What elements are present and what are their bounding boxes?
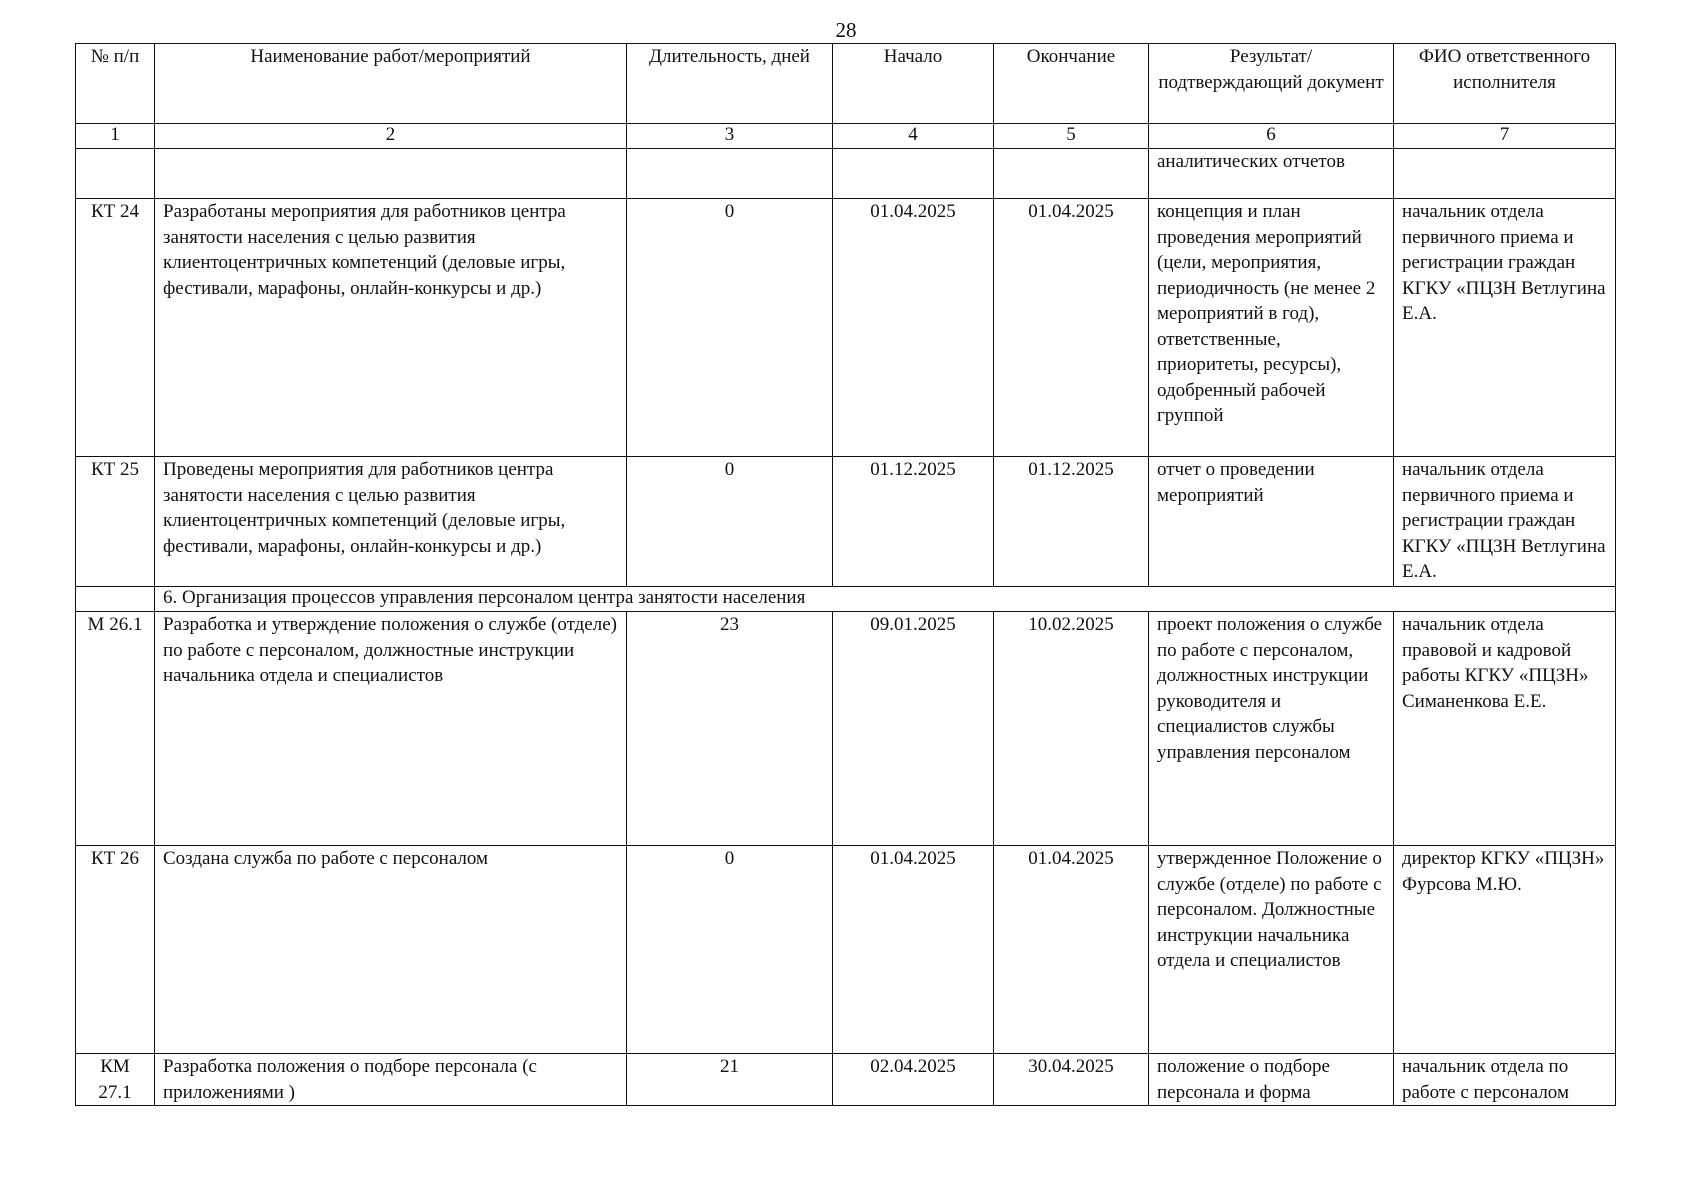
header-end: Окончание — [994, 44, 1149, 124]
duration-cell: 0 — [627, 199, 833, 457]
table-row — [76, 457, 1616, 587]
result-cell: отчет о проведении мероприятий — [1149, 457, 1394, 587]
start-date-cell: 01.12.2025 — [833, 457, 994, 587]
duration-cell: 23 — [627, 612, 833, 846]
result-cell: положение о подборе персонала и форма — [1149, 1054, 1394, 1106]
responsible-cell: начальник отдела правовой и кадровой работы КГКУ «ПЦЗН» Симаненкова Е.Е. — [1394, 612, 1616, 846]
work-name-cell: Разработка положения о подборе персонала (с приложениями ) — [155, 1054, 627, 1106]
work-name-cell: Разработка и утверждение положения о службе (отделе) по работе с персоналом, должностные инструкции начальника отдела и специалистов — [155, 612, 627, 846]
column-number: 6 — [1149, 124, 1394, 149]
work-name-cell: Разработаны мероприятия для работников центра занятости населения с целью развития клиентоцентричных компетенций (деловые игры, фестивали, марафоны, онлайн-конкурсы и др.) — [155, 199, 627, 457]
result-cell: проект положения о службе по работе с персоналом, должностных инструкции руководителя и специалистов службы управления персоналом — [1149, 612, 1394, 846]
section-title: 6. Организация процессов управления персоналом центра занятости населения — [155, 587, 1616, 612]
start-date-cell: 01.04.2025 — [833, 846, 994, 1054]
table-row — [76, 612, 1616, 846]
end-date-cell: 01.04.2025 — [994, 199, 1149, 457]
column-number: 5 — [994, 124, 1149, 149]
column-number: 3 — [627, 124, 833, 149]
column-number-row — [76, 124, 1616, 149]
duration-cell: 0 — [627, 846, 833, 1054]
start-date-cell: 02.04.2025 — [833, 1054, 994, 1106]
start-date-cell: 09.01.2025 — [833, 612, 994, 846]
start-date-cell: 01.04.2025 — [833, 199, 994, 457]
header-start: Начало — [833, 44, 994, 124]
work-name-cell: Проведены мероприятия для работников центра занятости населения с целью развития клиентоцентричных компетенций (деловые игры, фестивали, марафоны, онлайн-конкурсы и др.) — [155, 457, 627, 587]
responsible-cell: директор КГКУ «ПЦЗН» Фурсова М.Ю. — [1394, 846, 1616, 1054]
row-id: КТ 25 — [76, 457, 155, 587]
result-cell: утвержденное Положение о службе (отделе) по работе с персоналом. Должностные инструкции начальника отдела и специалистов — [1149, 846, 1394, 1054]
section-row — [76, 587, 1616, 612]
duration-cell: 21 — [627, 1054, 833, 1106]
column-number: 2 — [155, 124, 627, 149]
row-id: КТ 26 — [76, 846, 155, 1054]
duration-cell: 0 — [627, 457, 833, 587]
responsible-cell: начальник отдела первичного приема и регистрации граждан КГКУ «ПЦЗН Ветлугина Е.А. — [1394, 199, 1616, 457]
result-cell: концепция и план проведения мероприятий (цели, мероприятия, периодичность (не менее 2 мероприятий в год), ответственные, приоритеты, ресурсы), одобренный рабочей группой — [1149, 199, 1394, 457]
column-number: 7 — [1394, 124, 1616, 149]
table-row — [76, 199, 1616, 457]
column-number: 1 — [76, 124, 155, 149]
end-date-cell: 10.02.2025 — [994, 612, 1149, 846]
page-number: 28 — [835, 18, 857, 42]
table-row — [76, 1054, 1616, 1106]
end-date-cell: 30.04.2025 — [994, 1054, 1149, 1106]
work-name-cell: Создана служба по работе с персоналом — [155, 846, 627, 1054]
header-name: Наименование работ/мероприятий — [155, 44, 627, 124]
column-number: 4 — [833, 124, 994, 149]
row-id: КМ 27.1 — [76, 1054, 155, 1106]
header-responsible: ФИО ответственного исполнителя — [1394, 44, 1616, 124]
header-duration: Длительность, дней — [627, 44, 833, 124]
result-cell: аналитических отчетов — [1149, 149, 1394, 199]
continuation-row — [76, 149, 1616, 199]
responsible-cell: начальник отдела первичного приема и регистрации граждан КГКУ «ПЦЗН Ветлугина Е.А. — [1394, 457, 1616, 587]
row-id: КТ 24 — [76, 199, 155, 457]
end-date-cell: 01.04.2025 — [994, 846, 1149, 1054]
end-date-cell: 01.12.2025 — [994, 457, 1149, 587]
header-result: Результат/ подтверждающий документ — [1149, 44, 1394, 124]
header-row — [76, 44, 1616, 124]
table-row — [76, 846, 1616, 1054]
responsible-cell: начальник отдела по работе с персоналом — [1394, 1054, 1616, 1106]
work-plan-table — [75, 43, 1616, 1106]
header-number: № п/п — [76, 44, 155, 124]
row-id: М 26.1 — [76, 612, 155, 846]
